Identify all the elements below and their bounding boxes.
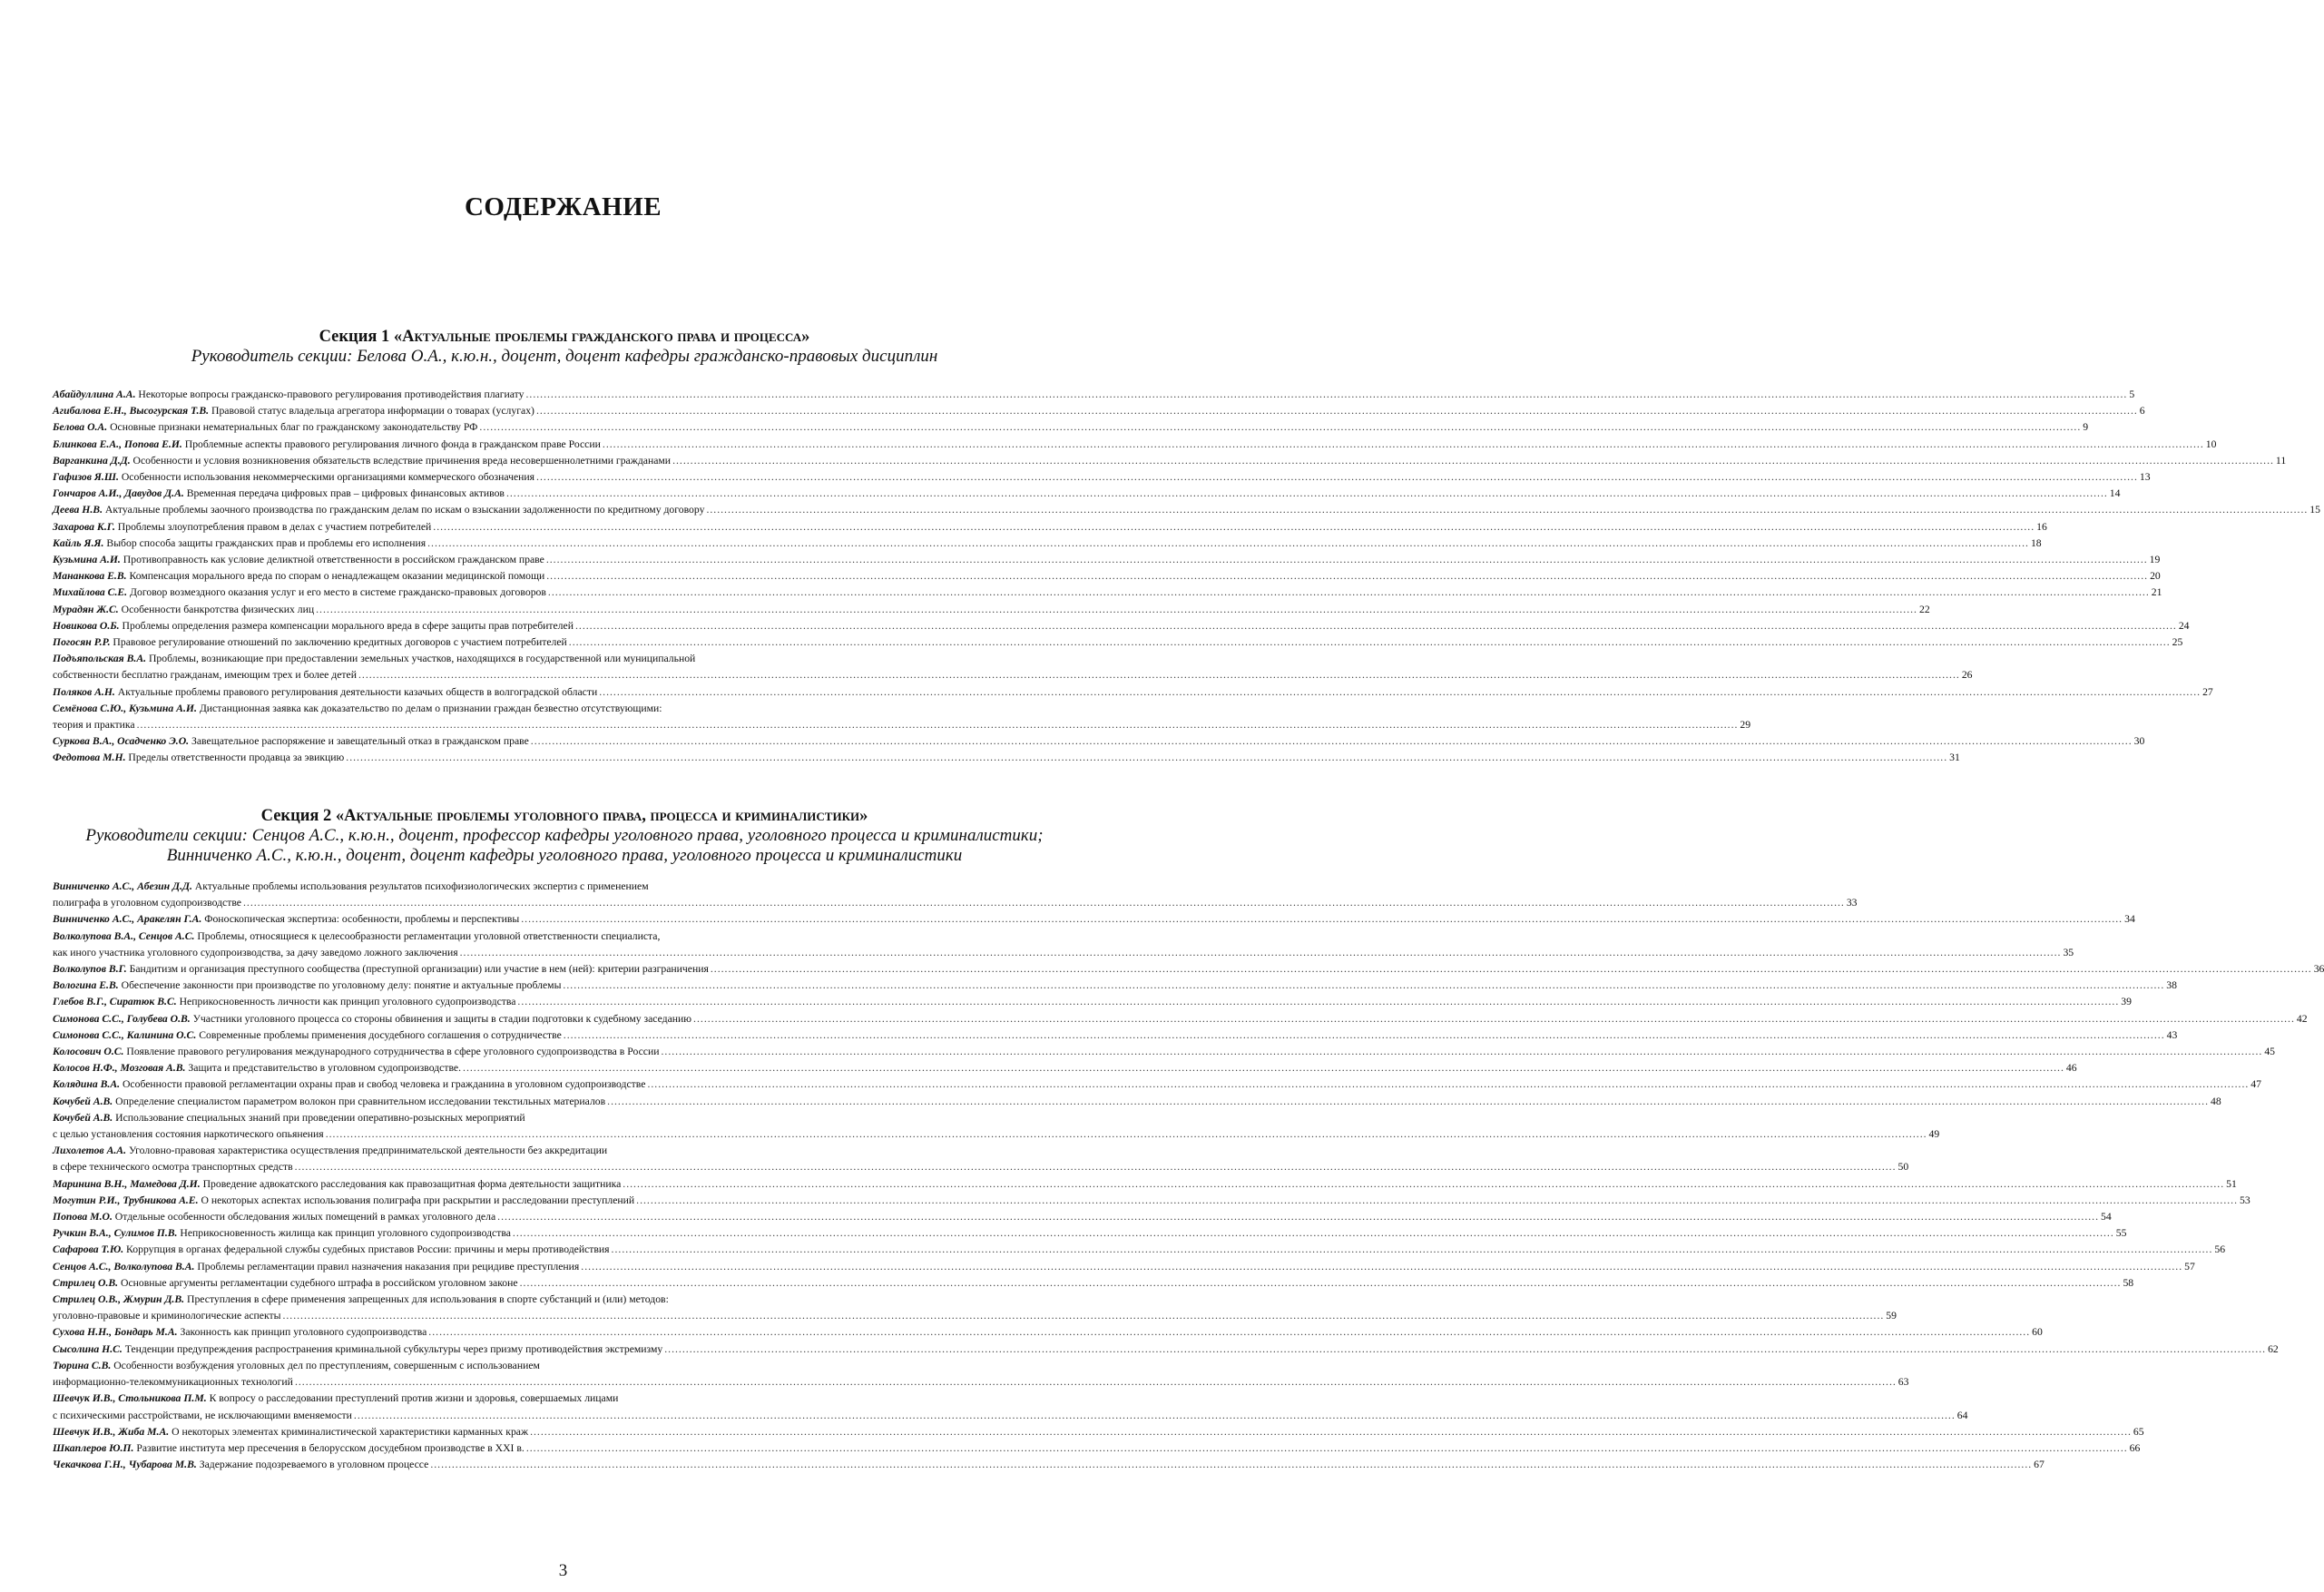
toc-entry-author: Кочубей А.В.: [53, 1111, 113, 1124]
toc-entry[interactable]: [53, 1060, 2077, 1076]
toc-entry-author: Погосян Р.Р.: [53, 636, 111, 649]
toc-entry-title: К вопросу о расследовании преступлений против жизни и здоровья, совершаемых лицами: [209, 1392, 619, 1405]
toc-entry-page: 56: [2214, 1243, 2226, 1256]
toc-entry-title: Задержание подозреваемого в уголовном процессе: [199, 1459, 429, 1471]
toc-entry-page: 63: [1897, 1376, 1909, 1389]
toc-entry-page: 54: [2101, 1211, 2112, 1223]
toc-entry[interactable]: [53, 929, 2074, 961]
toc-entry[interactable]: [53, 568, 2161, 585]
dot-leader: [623, 1176, 2224, 1193]
toc-entry[interactable]: [53, 1259, 2195, 1275]
section-1: [53, 327, 2320, 767]
toc-entry-title: Актуальные проблемы правового регулирования деятельности казачьих обществ в волгоградской области: [117, 685, 598, 698]
toc-entry-author: Глебов В.Г., Сиратюк В.С.: [53, 996, 177, 1008]
toc-entry-page: 6: [2139, 405, 2145, 418]
dot-leader: [711, 961, 2312, 978]
dot-leader: [581, 1259, 2182, 1275]
toc-entry-author: Волколупова В.А., Сенцов А.С.: [53, 929, 195, 942]
dot-leader: [463, 1060, 2064, 1076]
toc-entry[interactable]: [53, 1044, 2275, 1060]
section-1-heading-title: Актуальные проблемы гражданского права и процесса»: [402, 328, 810, 346]
toc-entry-author: Суркова В.А., Осадченко Э.О.: [53, 735, 190, 748]
toc-entry-page: 48: [2210, 1095, 2221, 1107]
toc-entry-author: Вологина Е.В.: [53, 979, 119, 992]
toc-entry[interactable]: [53, 1440, 2141, 1457]
toc-entry[interactable]: [53, 994, 2132, 1010]
toc-entry-page: 47: [2250, 1078, 2261, 1091]
toc-entry[interactable]: [53, 602, 1930, 618]
toc-entry-author: Подъяпольская В.А.: [53, 653, 147, 665]
toc-entry-title: Появление правового регулирования международного сотрудничества в сфере уголовного судопроизводства в России: [126, 1046, 660, 1058]
toc-entry[interactable]: [53, 536, 2042, 552]
toc-entry-author: Симонова С.С., Калинина О.С.: [53, 1028, 197, 1041]
toc-entry-page: 16: [2036, 520, 2047, 533]
toc-entry-title: О некоторых элементах криминалистической характеристики карманных краж: [172, 1425, 529, 1438]
toc-entry[interactable]: [53, 1341, 2279, 1358]
toc-entry-page: 49: [1928, 1128, 1940, 1141]
toc-entry-page: 13: [2139, 471, 2151, 484]
toc-entry[interactable]: [53, 469, 2151, 486]
dot-leader: [636, 1193, 2238, 1209]
toc-entry-page: 35: [2063, 946, 2074, 958]
toc-entry-author: Гончаров А.И., Давудов Д.А.: [53, 487, 184, 500]
toc-entry-page: 62: [2268, 1342, 2279, 1355]
toc-entry-title: Особенности возбуждения уголовных дел по преступлениям, совершенным с использованием: [113, 1359, 540, 1371]
toc-entry[interactable]: [53, 1209, 2112, 1225]
toc-entry-title: Особенности и условия возникновения обязательств вследствие причинения вреда несовершеннолетними гражданами: [132, 454, 672, 467]
toc-entry-title: Современные проблемы применения досудебного соглашения о сотрудничестве: [199, 1028, 562, 1041]
section-1-lead: Руководитель секции: Белова О.А., к.ю.н., доцент, доцент кафедры гражданско-правовых дисциплин: [191, 347, 938, 366]
dot-leader: [612, 1242, 2213, 1258]
toc-entry-page: 25: [2172, 636, 2183, 649]
toc-entry-title: Компенсация морального вреда по спорам о ненадлежащем оказании медицинской помощи: [129, 570, 545, 583]
toc-entry[interactable]: [53, 1275, 2134, 1292]
dot-leader: [243, 895, 1845, 911]
toc-entry[interactable]: [53, 1424, 2144, 1440]
toc-entry[interactable]: [53, 1143, 1909, 1175]
toc-entry-page: 22: [1918, 603, 1930, 615]
dot-leader: [430, 1457, 2032, 1473]
dot-leader: [282, 1308, 1884, 1324]
toc-entry-author: Гафизов Я.Ш.: [53, 471, 119, 484]
section-2: [53, 806, 2324, 1473]
toc-entry-author: Семёнова С.Ю., Кузьмина А.И.: [53, 702, 197, 714]
toc-entry-author: Сенцов А.С., Волколупова В.А.: [53, 1260, 195, 1273]
toc-entry[interactable]: [53, 978, 2177, 994]
toc-entry-author: Кайль Я.Я.: [53, 536, 104, 549]
toc-entry-page: 33: [1846, 897, 1858, 909]
toc-entry-title: Проблемы определения размера компенсации морального вреда в сфере защиты прав потребителей: [122, 619, 574, 632]
toc-entry-page: 42: [2296, 1012, 2308, 1025]
toc-entry-title: Участники уголовного процесса со стороны обвинения и защиты в стадии подготовки к судебному заседанию: [192, 1012, 692, 1025]
toc-entry[interactable]: [53, 1324, 2043, 1341]
toc-entry-page: 14: [2109, 487, 2121, 500]
toc-entry-author: Михайлова С.Е.: [53, 586, 128, 599]
dot-leader: [316, 602, 1917, 618]
toc-entry-title: Отдельные особенности обследования жилых помещений в рамках уголовного дела: [114, 1211, 496, 1223]
toc-entry-title: в сфере технического осмотра транспортных средств: [53, 1161, 293, 1174]
dot-leader: [647, 1076, 2249, 1093]
toc-entry-author: Сысолина Н.С.: [53, 1342, 123, 1355]
toc-entry[interactable]: [53, 961, 2324, 978]
toc-entry-title: Проблемы регламентации правил назначения наказания при рецидиве преступления: [197, 1260, 580, 1273]
toc-entry-page: 38: [2166, 979, 2177, 992]
toc-entry[interactable]: [53, 502, 2320, 518]
toc-entry[interactable]: [53, 1011, 2308, 1027]
toc-entry-page: 19: [2149, 554, 2161, 566]
toc-entry-title: Защита и представительство в уголовном судопроизводстве.: [188, 1062, 462, 1075]
toc-entry-page: 66: [2129, 1441, 2141, 1454]
dot-leader: [546, 568, 2148, 585]
toc-entry-title: Законность как принцип уголовного судопроизводства: [180, 1326, 427, 1339]
dot-leader: [564, 1027, 2165, 1044]
toc-entry-author: Агибалова Е.Н., Высогурская Т.В.: [53, 405, 210, 418]
toc-entry-page: 10: [2205, 437, 2217, 450]
toc-entry-title: Особенности правовой регламентации охраны прав и свобод человека и гражданина в уголовном судопроизводстве: [122, 1078, 646, 1091]
toc-entry-title: Противоправность как условие деликтной ответственности в российском гражданском праве: [123, 554, 544, 566]
toc-entry-title: Фоноскопическая экспертиза: особенности, проблемы и перспективы: [204, 913, 520, 926]
toc-entry-title: с целью установления состояния наркотического опьянения: [53, 1128, 324, 1141]
toc-entry[interactable]: [53, 1027, 2178, 1044]
toc-entry-page: 50: [1897, 1161, 1909, 1174]
section-2-heading-prefix: Секция 2 «: [260, 807, 345, 825]
toc-entry-title: Договор возмездного оказания услуг и его место в системе гражданско-правовых договоров: [130, 586, 546, 599]
toc-entry-author: Варганкина Д.Д.: [53, 454, 131, 467]
dot-leader: [530, 1424, 2132, 1440]
toc-entry-title: Основные аргументы регламентации судебного штрафа в российском уголовном законе: [121, 1276, 518, 1289]
toc-entry-author: Кочубей А.В.: [53, 1095, 113, 1107]
toc-entry[interactable]: [53, 1193, 2250, 1209]
toc-entry-author: Стрилец О.В., Жмурин Д.В.: [53, 1293, 185, 1306]
toc-entry[interactable]: [53, 684, 2213, 701]
toc-entry[interactable]: [53, 701, 1751, 733]
toc-entry[interactable]: [53, 387, 2135, 403]
toc-entry-page: 65: [2133, 1425, 2144, 1438]
toc-entry-title: с психическими расстройствами, не исключающими вменяемости: [53, 1409, 352, 1421]
toc-entry-title: Правовое регулирование отношений по заключению кредитных договоров с участием потребителей: [113, 636, 567, 649]
toc-entry-title: Проблемы, относящиеся к целесообразности регламентации уголовной ответственности специалиста,: [197, 929, 661, 942]
toc-entry-title: Некоторые вопросы гражданско-правового регулирования противодействия плагиату: [138, 388, 525, 400]
toc-entry[interactable]: [53, 750, 1960, 766]
dot-leader: [517, 994, 2119, 1010]
dot-leader: [520, 1275, 2122, 1292]
section-2-lead-1: Руководители секции: Сенцов А.С., к.ю.н., доцент, профессор кафедры уголовного права, уголовного процесса и криминалистики;: [85, 826, 1044, 845]
toc-entry-page: 55: [2115, 1227, 2127, 1240]
toc-entry[interactable]: [53, 403, 2145, 419]
toc-entry-title: Уголовно-правовая характеристика осуществления предпринимательской деятельности без аккредитации: [128, 1145, 608, 1157]
toc-entry-title: Правовой статус владельца агрегатора информации о товарах (услугах): [211, 405, 534, 418]
toc-entry[interactable]: [53, 634, 2183, 651]
toc-entry-author: Колосович О.С.: [53, 1046, 124, 1058]
toc-entry-page: 51: [2226, 1177, 2237, 1190]
toc-entry-page: 24: [2178, 619, 2190, 632]
dot-leader: [295, 1374, 1897, 1391]
toc-entry-title: Неприкосновенность личности как принцип уголовного судопроизводства: [179, 996, 516, 1008]
toc-entry-title: Завещательное распоряжение и завещательный отказ в гражданском праве: [191, 735, 529, 748]
toc-entry-page: 59: [1886, 1310, 1897, 1322]
toc-entry-title: Использование специальных знаний при проведении оперативно-розыскных мероприятий: [115, 1111, 525, 1124]
dot-leader: [479, 419, 2081, 436]
dot-leader: [563, 978, 2164, 994]
toc-entry-author: Шевчук И.В., Жиба М.А.: [53, 1425, 170, 1438]
toc-entry-title: теория и практика: [53, 719, 135, 732]
dot-leader: [428, 1324, 2030, 1341]
toc-entry-title: Дистанционная заявка как доказательство по делам о признании граждан безвестно отсутствующими:: [199, 702, 662, 714]
toc-entry-title: Преступления в сфере применения запрещенных для использования в спорте субстанций и (или) методов:: [187, 1293, 669, 1306]
toc-entry-page: 43: [2166, 1028, 2178, 1041]
toc-entry-page: 27: [2202, 685, 2213, 698]
toc-entry-author: Сафарова Т.Ю.: [53, 1243, 124, 1256]
dot-leader: [575, 618, 2177, 634]
toc-entry[interactable]: [53, 911, 2135, 928]
dot-leader: [460, 945, 2062, 961]
toc-entry-page: 64: [1956, 1409, 1968, 1421]
toc-entry-title: Проблемные аспекты правового регулирования личного фонда в гражданском праве России: [184, 437, 601, 450]
toc-entry-title: Тенденции предупреждения распространения криминальной субкультуры через призму противодействия экстремизму: [124, 1342, 663, 1355]
toc-entry-author: Новикова О.Б.: [53, 619, 120, 632]
toc-entry-title: Актуальные проблемы использования результатов психофизиологических экспертиз с применением: [194, 880, 649, 892]
toc-entry-title: полиграфа в уголовном судопроизводстве: [53, 897, 241, 909]
page-number: 3: [558, 1561, 568, 1580]
toc-entry-page: 30: [2133, 735, 2145, 748]
toc-entry-page: 39: [2121, 996, 2132, 1008]
dot-leader: [521, 911, 2123, 928]
toc-entry[interactable]: [53, 419, 2089, 436]
toc-entry-title: Актуальные проблемы заочного производства по гражданским делам по искам о взыскании задолженности по кредитному договору: [104, 504, 705, 516]
toc-entry[interactable]: [53, 585, 2162, 601]
toc-entry-author: Симонова С.С., Голубева О.В.: [53, 1012, 191, 1025]
section-1-heading-prefix: Секция 1 «: [319, 328, 403, 346]
section-1-entries: [53, 387, 2320, 767]
dot-leader: [354, 1408, 1956, 1424]
toc-entry[interactable]: [53, 1110, 1940, 1143]
toc-entry-page: 53: [2240, 1194, 2250, 1206]
toc-entry-author: Абайдуллина А.А.: [53, 388, 136, 400]
toc-entry-author: Винниченко А.С., Аракелян Г.А.: [53, 913, 202, 926]
toc-entry[interactable]: [53, 1094, 2221, 1110]
toc-entry-author: Ручкин В.А., Сулимов П.В.: [53, 1227, 178, 1240]
toc-entry-title: Бандитизм и организация преступного сообщества (преступной организации) или участие в нем (ней): критерии разграничения: [129, 963, 709, 976]
dot-leader: [603, 437, 2204, 453]
dot-leader: [536, 469, 2138, 486]
dot-leader: [295, 1159, 1897, 1175]
toc-entry-page: 34: [2124, 913, 2135, 926]
dot-leader: [536, 403, 2138, 419]
toc-entry[interactable]: [53, 1076, 2261, 1093]
toc-entry-author: Стрилец О.В.: [53, 1276, 119, 1289]
dot-leader: [513, 1225, 2114, 1242]
dot-leader: [569, 634, 2171, 651]
toc-entry-author: Блинкова Е.А., Попова Е.И.: [53, 437, 182, 450]
toc-entry-title: Пределы ответственности продавца за эвикцию: [128, 752, 345, 764]
dot-leader: [531, 733, 2133, 750]
toc-entry[interactable]: [53, 879, 1858, 911]
dot-leader: [664, 1341, 2266, 1358]
toc-entry-author: Захарова К.Г.: [53, 520, 115, 533]
toc-entry-title: Особенности банкротства физических лиц: [121, 603, 315, 615]
dot-leader: [706, 502, 2308, 518]
toc-entry-page: 60: [2032, 1326, 2043, 1339]
toc-entry-page: 45: [2264, 1046, 2275, 1058]
section-2-heading-title: Актуальные проблемы уголовного права, процесса и криминалистики»: [344, 807, 868, 825]
toc-entry-title: Определение специалистом параметром волокон при сравнительном исследовании текстильных материалов: [115, 1095, 606, 1107]
toc-entry-title: Временная передача цифровых прав – цифровых финансовых активов: [186, 487, 505, 500]
toc-entry[interactable]: [53, 552, 2161, 568]
toc-entry-author: Шкаплеров Ю.П.: [53, 1441, 134, 1454]
toc-entry-author: Маринина В.Н., Мамедова Д.И.: [53, 1177, 201, 1190]
section-2-heading: [53, 806, 1076, 826]
toc-entry-page: 9: [2083, 421, 2089, 434]
section-2-lead-2: Винниченко А.С., к.ю.н., доцент, доцент кафедры уголовного права, уголовного процесса и криминалистики: [166, 846, 963, 865]
toc-entry-title: Проблемы, возникающие при предоставлении земельных участков, находящихся в государственной или муниципальной: [148, 653, 696, 665]
toc-entry-page: 29: [1740, 719, 1751, 732]
toc-entry-title: Неприкосновенность жилища как принцип уголовного судопроизводства: [180, 1227, 511, 1240]
toc-entry-page: 18: [2030, 536, 2042, 549]
toc-entry[interactable]: [53, 437, 2217, 453]
toc-entry[interactable]: [53, 1358, 1909, 1391]
toc-entry-page: 20: [2150, 570, 2161, 583]
toc-entry-author: Федотова М.Н.: [53, 752, 126, 764]
toc-entry-page: 57: [2184, 1260, 2195, 1273]
toc-entry-author: Попова М.О.: [53, 1211, 113, 1223]
toc-entry-author: Поляков А.Н.: [53, 685, 115, 698]
dot-leader: [506, 486, 2108, 502]
dot-leader: [661, 1044, 2262, 1060]
toc-entry[interactable]: [53, 1242, 2226, 1258]
dot-leader: [526, 1440, 2128, 1457]
toc-entry-title: собственности бесплатно гражданам, имеющим трех и более детей: [53, 669, 357, 682]
toc-entry-page: 58: [2123, 1276, 2134, 1289]
toc-entry-page: 36: [2313, 963, 2324, 976]
dot-leader: [427, 536, 2029, 552]
toc-entry-title: О некоторых аспектах использования полиграфа при раскрытии и расследовании преступлений: [201, 1194, 635, 1206]
toc-entry-author: Могутин Р.И., Трубникова А.Е.: [53, 1194, 199, 1206]
toc-entry-title: Проведение адвокатского расследования как правозащитная форма деятельности защитника: [202, 1177, 622, 1190]
toc-entry-author: Деева Н.В.: [53, 504, 103, 516]
toc-entry-author: Колядина В.А.: [53, 1078, 121, 1091]
toc-entry-page: 46: [2065, 1062, 2077, 1075]
toc-entry-page: 31: [1949, 752, 1960, 764]
toc-entry[interactable]: [53, 1292, 1897, 1324]
toc-entry[interactable]: [53, 733, 2145, 750]
toc-entry-page: 5: [2129, 388, 2135, 400]
dot-leader: [137, 717, 1739, 733]
toc-entry-author: Кузьмина А.И.: [53, 554, 121, 566]
toc-entry-page: 26: [1961, 669, 1973, 682]
toc-entry-author: Тюрина С.В.: [53, 1359, 112, 1371]
toc-entry-author: Колосов Н.Ф., Мозговая А.В.: [53, 1062, 186, 1075]
toc-entry[interactable]: [53, 1391, 1968, 1423]
toc-entry-title: Проблемы злоупотребления правом в делах с участием потребителей: [117, 520, 432, 533]
dot-leader: [326, 1126, 1927, 1143]
dot-leader: [607, 1094, 2209, 1110]
toc-entry-author: Чекачкова Г.Н., Чубарова М.В.: [53, 1459, 197, 1471]
toc-entry-page: 21: [2151, 586, 2162, 599]
toc-entry[interactable]: [53, 1457, 2045, 1473]
toc-entry-title: информационно-телекоммуникационных технологий: [53, 1376, 293, 1389]
toc-entry-author: Мурадян Ж.С.: [53, 603, 119, 615]
toc-entry-author: Винниченко А.С., Абезин Д.Д.: [53, 880, 192, 892]
toc-entry-page: 67: [2034, 1459, 2045, 1471]
dot-leader: [546, 552, 2148, 568]
page-title: СОДЕРЖАНИЕ: [464, 192, 662, 221]
toc-entry-page: 11: [2275, 454, 2287, 467]
toc-entry-title: Особенности использования некоммерческими организациями коммерческого обозначения: [121, 471, 535, 484]
dot-leader: [548, 585, 2150, 601]
toc-entry-author: Мананкова Е.В.: [53, 570, 127, 583]
dot-leader: [346, 750, 1947, 766]
dot-leader: [433, 519, 2035, 536]
toc-entry-title: Коррупция в органах федеральной службы судебных приставов России: причины и меры противодействия: [126, 1243, 610, 1256]
toc-entry[interactable]: [53, 1225, 2127, 1242]
toc-entry-author: Шевчук И.В., Стольникова П.М.: [53, 1392, 207, 1405]
section-2-entries: [53, 879, 2324, 1473]
section-1-heading: [53, 327, 1076, 347]
toc-entry-title: Развитие института мер пресечения в белорусском досудебном производстве в XXI в.: [136, 1441, 525, 1454]
toc-entry-title: как иного участника уголовного судопроизводства, за дачу заведомо ложного заключения: [53, 946, 458, 958]
toc-entry[interactable]: [53, 651, 1973, 683]
toc-entry[interactable]: [53, 1176, 2237, 1193]
toc-entry-author: Лихолетов А.А.: [53, 1145, 127, 1157]
toc-entry[interactable]: [53, 519, 2047, 536]
dot-leader: [358, 667, 1960, 683]
dot-leader: [497, 1209, 2099, 1225]
toc-entry-page: 15: [2309, 504, 2320, 516]
toc-entry-author: Белова О.А.: [53, 421, 108, 434]
dot-leader: [693, 1011, 2295, 1027]
toc-entry[interactable]: [53, 486, 2121, 502]
dot-leader: [672, 453, 2274, 469]
toc-entry-author: Волколупов В.Г.: [53, 963, 127, 976]
toc-entry[interactable]: [53, 453, 2287, 469]
toc-entry-title: Обеспечение законности при производстве по уголовному делу: понятие и актуальные проблемы: [121, 979, 562, 992]
toc-entry-title: уголовно-правовые и криминологические аспекты: [53, 1310, 281, 1322]
toc-entry-title: Основные признаки нематериальных благ по гражданскому законодательству РФ: [110, 421, 478, 434]
toc-entry[interactable]: [53, 618, 2190, 634]
dot-leader: [599, 684, 2201, 701]
toc-entry-title: Выбор способа защиты гражданских прав и проблемы его исполнения: [106, 536, 427, 549]
dot-leader: [525, 387, 2127, 403]
toc-entry-author: Сухова Н.Н., Бондарь М.А.: [53, 1326, 178, 1339]
